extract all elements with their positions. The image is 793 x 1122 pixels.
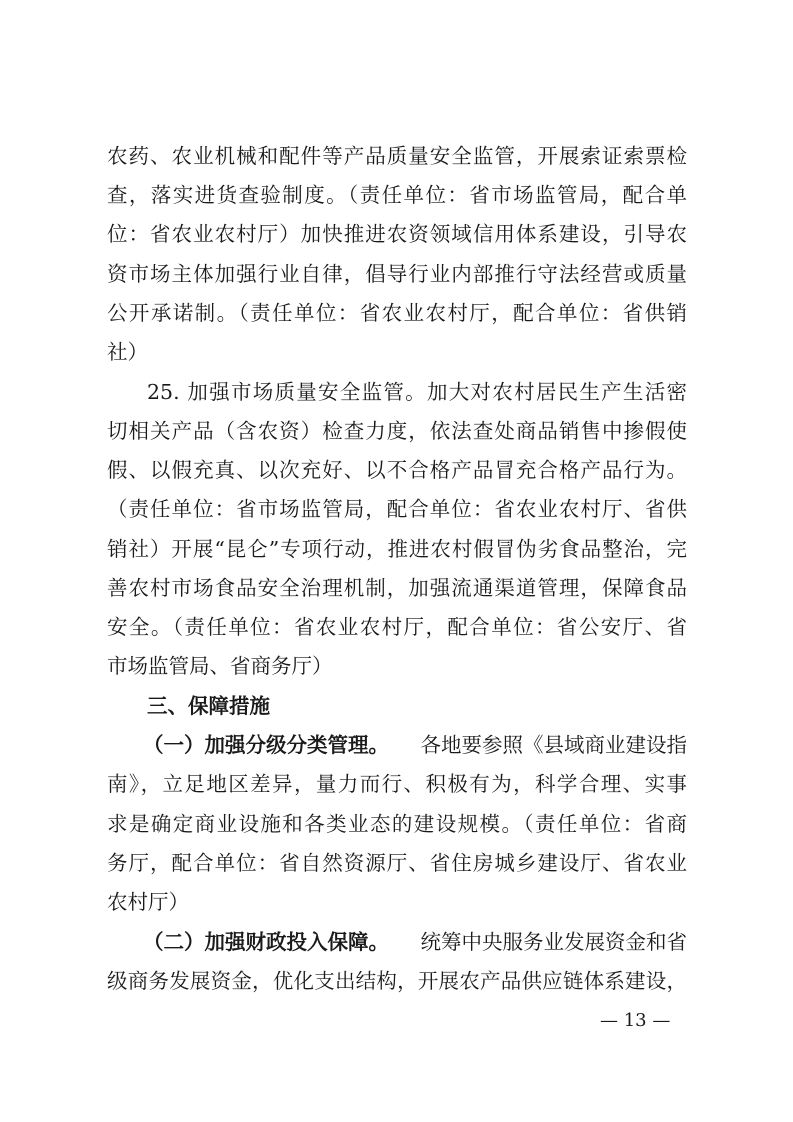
paragraph-line: 公开承诺制。（责任单位：省农业农村厅，配合单位：省供销: [107, 301, 687, 325]
subsection-heading: （一）加强分级分类管理。: [143, 733, 389, 757]
subsection-heading: （二）加强财政投入保障。: [143, 930, 389, 954]
paragraph-text: 各地要参照《县域商业建设指: [420, 733, 687, 757]
paragraph-line: 位：省农业农村厅）加快推进农资领域信用体系建设，引导农: [107, 222, 687, 246]
paragraph-line: 销社）开展“昆仑”专项行动，推进农村假冒伪劣食品整治，完: [107, 537, 687, 561]
paragraph-line: 假、以假充真、以次充好、以不合格产品冒充合格产品行为。: [107, 458, 687, 482]
section-heading: 三、保障措施: [147, 694, 270, 718]
paragraph-line: 善农村市场食品安全治理机制，加强流通渠道管理，保障食品: [107, 576, 687, 600]
paragraph-line: 社）: [107, 340, 148, 364]
paragraph-line: 市场监管局、省商务厅）: [107, 654, 333, 678]
paragraph-line: 资市场主体加强行业自律，倡导行业内部推行守法经营或质量: [107, 262, 687, 286]
page-number: — 13 —: [600, 1010, 671, 1031]
paragraph-line: 级商务发展资金，优化支出结构，开展农产品供应链体系建设，: [107, 969, 687, 993]
paragraph-line: 安全。（责任单位：省农业农村厅，配合单位：省公安厅、省: [107, 615, 687, 639]
paragraph-line: [143, 733, 687, 757]
paragraph-line: 南》，立足地区差异，量力而行、积极有为，科学合理、实事: [107, 772, 687, 796]
paragraph-line: 务厅，配合单位：省自然资源厅、省住房城乡建设厅、省农业: [107, 851, 687, 875]
paragraph-line: 农药、农业机械和配件等产品质量安全监管，开展索证索票检: [107, 144, 687, 168]
paragraph-line: 查，落实进货查验制度。（责任单位：省市场监管局，配合单: [107, 183, 687, 207]
paragraph-line: （责任单位：省市场监管局，配合单位：省农业农村厅、省供: [107, 497, 687, 521]
paragraph-line: 25. 加强市场质量安全监管。加大对农村居民生产生活密: [147, 380, 687, 404]
paragraph-line: 切相关产品（含农资）检查力度，依法查处商品销售中掺假使: [107, 419, 687, 443]
paragraph-line: 求是确定商业设施和各类业态的建设规模。（责任单位：省商: [107, 812, 687, 836]
paragraph-text: 统筹中央服务业发展资金和省: [420, 930, 687, 954]
paragraph-line: [143, 930, 687, 954]
paragraph-line: 农村厅）: [107, 890, 189, 914]
